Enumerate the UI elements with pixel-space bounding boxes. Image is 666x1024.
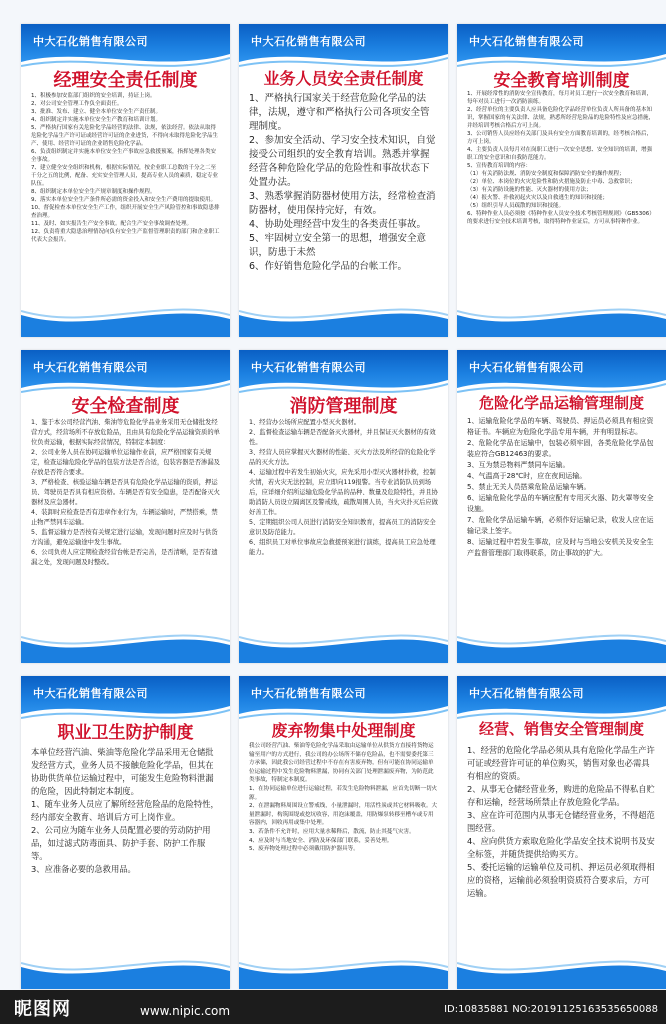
panel-sales-staff-responsibility [239,24,448,337]
body-line: 2、监督检查运输车辆是否配备灭火器材，并且保证灭火器材的有效性。 [249,429,436,446]
body-line: （3）有关消防设施的性能、灭火器材的使用方法； [467,187,592,193]
panel-header [457,24,666,62]
body-line: 5、委托运输的运输单位及司机、押运员必须取得相应的资格，运输前必须验明资质符合要求后，方可运输。 [467,862,655,898]
body-line: 2、公司应为随车业务人员配置必要的劳动防护用品，如过滤式防毒面具、防护手套、防护工作服等。 [31,825,211,861]
panel-header [239,24,448,62]
body-line: 8、运输过程中若发生事故，应及时与当地公安机关及安全生产监督管理部门取得联系，防止事故的扩大。 [467,538,654,557]
panel-title: 安全检查制度 [71,396,180,417]
body-line: 5、牢固树立安全第一的思想，增强安全意识，防患于未然 [249,233,427,258]
panel-body [249,418,438,558]
panel-body [31,418,220,568]
body-line: 6、作好销售危险化学品的台帐工作。 [249,261,408,272]
panel-title: 职业卫生防护制度 [57,723,194,743]
body-line: 4、组织制定并实施本单位安全生产教育和培训计划。 [31,117,162,123]
body-line: 5、定期组织公司人员进行消防安全知识教育，提高员工的消防安全意识及防范能力。 [249,519,436,536]
panel-fire-management [239,350,448,663]
panel-waste-disposal [239,676,448,989]
body-line: 4、气温高于28℃时，应在夜间运输。 [467,472,587,480]
panel-title: 安全教育培训制度 [493,71,630,91]
panel-body [249,742,438,854]
body-line: 12、负责将重大隐患治理情况向负有安全生产监督管理职责的部门和企业职工代表大会报告。 [31,229,220,243]
panel-title: 危险化学品运输管理制度 [478,394,644,412]
panel-title: 业务人员安全责任制度 [263,69,424,88]
body-line: 4、装卸时应检查是否有违章作业行为，车辆运输时，严禁搭乘，禁止物严禁同车运输。 [31,509,218,526]
body-line: 2、公司业务人员在协同运输单位运输作业前，应严格国家有关规定，检查运输危险化学品的包装方法是否合适，包装容器是否渗漏及存放是否符合要求。 [31,449,220,476]
panel-title: 废弃物集中处理制度 [271,721,416,740]
body-line: 1、严格执行国家关于经营危险化学品的法律，法规，遵守和严格执行公司各项安全管理制度。 [249,93,430,132]
body-line: （5）组织引导人员疏散的知识和技能。 [467,203,565,209]
body-line: 5、废弃物处理过程中必须戴用防护器具等。 [249,846,359,853]
body-line: 1、经营办公场所应配置小型灭火器材。 [249,419,361,426]
panel-header [21,676,230,714]
body-line: （4）报火警、扑救初起火灾以及自救逃生的知识和技能； [467,195,609,201]
body-line: 4、应及时与当地安全、消防及环保部门联系，妥善处理。 [249,837,393,844]
panel-title: 经理安全责任制度 [53,70,198,91]
body-line: 3、公司销售人员应经有关部门及具有安全方面教育培训的，经考核合格后，方可上岗。 [467,131,653,145]
panel-title: 经营、销售安全管理制度 [478,720,644,738]
panel-title: 消防管理制度 [289,396,398,417]
footer-wave [239,953,448,989]
body-line: 5、宣传教育培训的内容： [467,163,532,169]
body-line: 11、及时、如实报告生产安全事故。配合生产安全事故调查处理。 [31,221,193,227]
body-line: 3、经营人员应掌握灭火器材的性能、灭火方法及所经营的危险化学品的灭火方法。 [249,449,436,466]
body-line: 4、主要负责人员每月对在岗职工进行一次安全思想、安全知识的培训，增强职工的安全意识和自我防范能力。 [467,147,653,161]
body-line: 1、在协同运输单位进行运输过程，若发生危险物料泄漏，应首先切断一切火源。 [249,785,438,801]
panel-body [31,92,220,244]
body-line: 8、组织制定本单位安全生产规章制度和操作规程。 [31,189,156,195]
company-name: 中大石化销售有限公司 [33,361,148,374]
footer-wave [457,301,666,337]
body-line: 3、严格检查、核验运输车辆是否具有危险化学品运输的资质，押运员、驾驶员是否具有相应资格。车辆是否有安全隐患，是否配备灭火器材及应急器材。 [31,479,220,506]
panel-header [457,676,666,714]
body-line: 2、参加安全活动、学习安全技术知识，自觉接受公司组织的安全教育培训。熟悉并掌握经营各种危险化学品的危险性和事故状态下处置办法。 [249,135,436,188]
body-line: 10、督促检查本单位安全生产工作，组织开展安全生产风险管控和事故隐患排查治理。 [31,205,220,219]
body-line: 4、协助处理经营中发生的各类责任事故。 [249,219,427,230]
body-line: 2、经营单位的主要负责人应具备危险化学品经营单位负责人所具备的基本知识，掌握国家的有关法律、法规，熟悉所经营危险品的危险特性及应急措施，并经培训考核合格后方可上岗。 [467,107,655,129]
company-name: 中大石化销售有限公司 [33,687,148,700]
panel-body [467,416,656,559]
footer-wave [239,627,448,663]
site-logo: 昵图网 [14,999,71,1020]
body-line: 6、公司负责人应定期检查经营台帐是否完善，是否清晰，是否有遗漏之处，发现问题及时整改。 [31,549,218,566]
footer-wave [21,627,230,663]
footer-wave [239,301,448,337]
company-name: 中大石化销售有限公司 [33,35,148,48]
panel-occupational-health [21,676,230,989]
panel-hazmat-transport [457,350,666,663]
body-line: 1、经营的危险化学品必须从具有危险化学品生产许可证或经营许可证的单位购买，销售对象也必需具有相应的资质。 [467,745,655,781]
body-line: 5、禁止无关人员搭乘危险品运输车辆。 [467,483,591,491]
panel-body [249,92,438,274]
body-line: 6、特种作业人员必须按《特种作业人员安全技术考核管理规则》（GB5306）的要求进行安全技术培训考核，取得特种作业证后，方可从事特种作业。 [467,211,655,225]
body-line: （1）有关消防法规、消防安全制度和保障消防安全的操作规程； [467,171,625,177]
body-line: 3、批准、发布、建立、健全本单位安全生产责任制。 [31,109,162,115]
body-line: 2、从事无仓储经营业务，购进的危险品不得私自贮存和运输，经营场所禁止存放危险化学品。 [467,784,655,807]
body-line: 2、对公司安全管理工作负全面责任。 [31,101,123,107]
company-name: 中大石化销售有限公司 [469,361,584,374]
panel-body [467,744,656,900]
panel-safety-inspection [21,350,230,663]
body-line: 1、积极参加安监部门组织的安全培训，持证上岗。 [31,93,156,99]
panel-safety-training [457,24,666,337]
footer-wave [21,301,230,337]
footer-wave [457,953,666,989]
panel-body [467,90,656,226]
company-name: 中大石化销售有限公司 [251,687,366,700]
site-url: www.nipic.com [140,1004,231,1018]
body-line: 1、运输危险化学品的车辆、驾驶员、押运员必须具有相应资格证书。车辆应为危险化学品专用车辆，并有明显标志。 [467,417,654,436]
body-line: 3、应准备必要的急救用品。 [31,864,136,874]
body-line: 2、危险化学品在运输中，包装必须牢固，各类危险化学品包装应符合GB12463的要求。 [467,439,654,458]
body-line: 3、熟悉掌握消防器材使用方法，经常检查消防器材，使用保持完好，有效。 [249,191,436,216]
body-line: 本单位经营汽油、柴油等危险化学品采用无仓储批发经营方式，业务人员不接触危险化学品，但其在协助供货单位运输过程中，可能发生危险物料泄漏的危险，因此特制定本制度。 [31,747,214,796]
body-line: 1、随车业务人员应了解所经营危险品的危险特性，经内部安全教育、培训后方可上岗作业。 [31,799,219,822]
panel-header [239,676,448,714]
body-line: 7、危险化学品运输车辆，必须作好运输记录，收发人应在运输记录上签字。 [467,516,654,535]
body-line: 9、落实本单位安全生产条件所必需的资金投入和安全生产费用的提取使用。 [31,197,217,203]
body-line: 4、运输过程中若发生初始火灾，应先采用小型灭火器材扑救，控制火情，若火灾无法控制，应立即向119报警。当专业消防队员到场后，应详细介绍所运输危险化学品的品种、数量及危险特性，并且协助消防人员设立隔离区及警戒线，疏散周围人员，当火灾扑灭后应做好善工作。 [249,469,438,516]
body-line: 我公司经营汽油、柴油等危险化学品采取由运输单位从供货方直接将货物运输至用户的方式进行，我公司的办公场所不储存危险品，也不需要委托第三方承储，因此我公司经营过程中不存在有害废弃物，但有可能在协同运输单位运输过程中发生危险物料泄漏，协同有关部门处理泄漏废弃物，为防范此类事故，特制定本制度。 [249,743,434,784]
footer-wave [21,953,230,989]
body-line: 3、应在许可范围内从事无仓储经营业务，不得超范围经营。 [467,810,655,833]
body-line: 6、负责组织制定并实施本单位安全生产事故应急救援预案，指挥处理各类安全事故。 [31,149,217,163]
body-line: 4、应向供货方索取危险化学品安全技术说明书及安全标签，并随货提供给购买方。 [467,836,655,859]
company-name: 中大石化销售有限公司 [469,35,584,48]
company-name: 中大石化销售有限公司 [251,35,366,48]
panel-header [21,24,230,62]
body-line: 6、组织员工对单位事故应急救援预案进行演练，提高员工应急处理能力。 [249,539,436,556]
body-line: 7、建立健全安全组织和机构，根据实际情况，按企业职工总数的千分之二至千分之五的比例，配备、充实安全管理人员，提高专业人员的素质，稳定专业队伍。 [31,165,219,187]
panel-header [239,350,448,388]
body-line: 1、鉴于本公司经营汽油、柴油等危险化学品业务采用无仓储批发经营方式，经营场所不存放危险品，且由具有危险化学品运输资质的单位负责运输，根据实际经营情况，特制定本制度： [31,419,220,446]
image-id-label: ID:10835881 NO:20191125163535650088 [444,1004,658,1015]
body-line: 5、严格执行国家有关危险化学品经营的法律、法规，依法经营。依法从取得危险化学品生产许可证或经营许可证的企业进货，不得向未取得危险化学品生产、使用、经营许可证的企业销售危险化学品。 [31,125,219,147]
body-line: 3、互为禁忌物料严禁同车运输。 [467,461,570,469]
panel-sales-safety-management [457,676,666,989]
company-name: 中大石化销售有限公司 [469,687,584,700]
body-line: 6、运输危险化学品的车辆应配有专用灭火器、防火罩等安全设施。 [467,494,654,513]
panel-header [21,350,230,388]
panel-header [457,350,666,388]
panel-body [31,746,220,876]
board-grid [21,24,666,989]
body-line: 1、开展经常性的消防安全宣传教育，每月对员工进行一次安全教育和培训，每年对员工进行一次消防演练。 [467,91,653,105]
body-line: 3、若条件不允许时，应用大量水稀释后，散流，防止其蔓气灾害。 [249,828,415,835]
body-line: 2、在泄漏物料周围设立警戒线，小量泄漏时，用活性炭或其它材料吸收。大量泄漏时，构筑围堤或挖坑收容，用泡沫覆盖，用防爆泵转移至槽车或专用容器内，回收再用或集中处理。 [249,803,438,827]
body-line: 5、监督运输方是否按有关规定进行运输，发现问题时应及时与供货方沟通，避免运输途中发生事故。 [31,529,218,546]
company-name: 中大石化销售有限公司 [251,361,366,374]
footer-wave [457,627,666,663]
panel-manager-responsibility [21,24,230,337]
body-line: （2）单位、本岗位的火灾危险性和防火措施及防止中毒、急救常识； [467,179,636,185]
